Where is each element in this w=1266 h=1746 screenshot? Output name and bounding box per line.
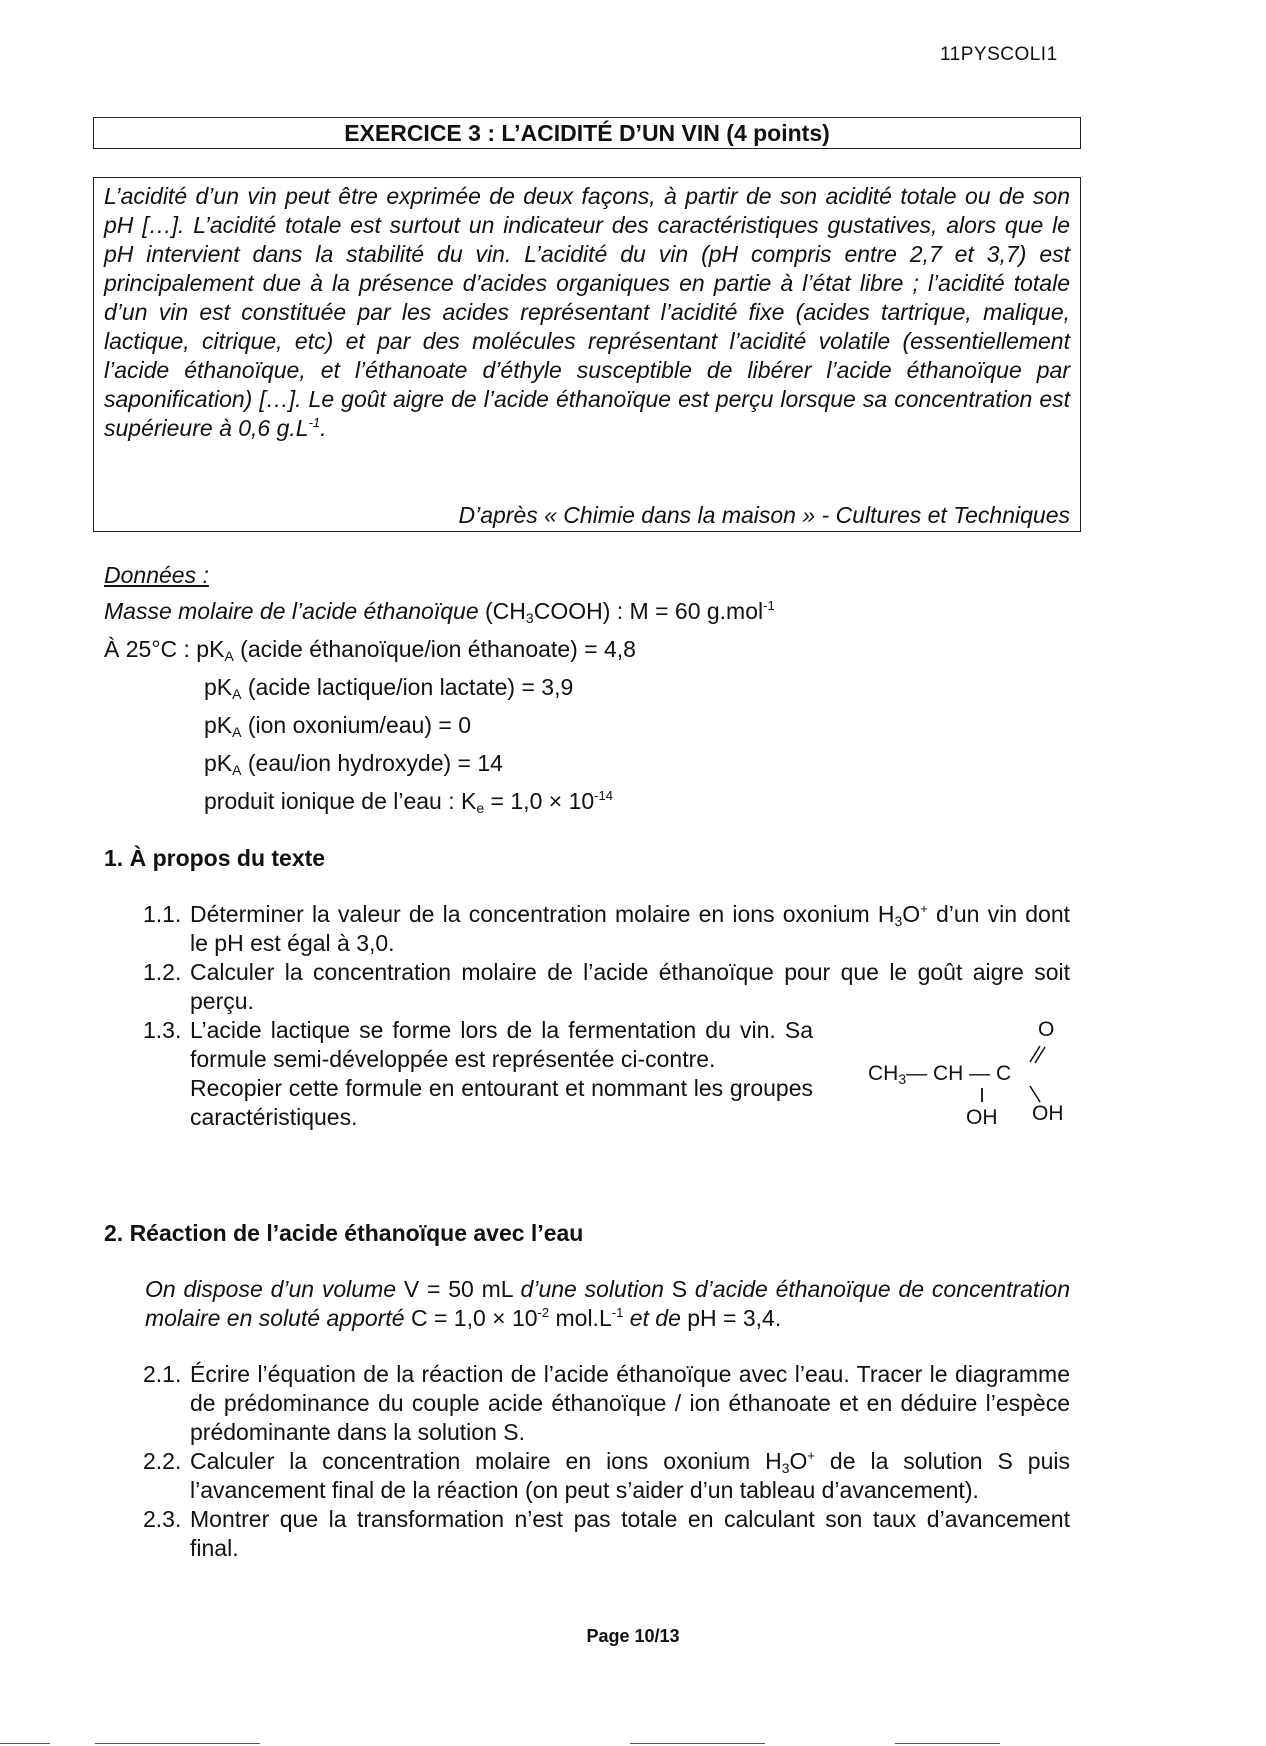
section1-title: 1. À propos du texte	[104, 845, 326, 871]
scan-edge-line	[895, 1743, 1000, 1744]
document-code: 11PYSCOLI1	[940, 44, 1058, 65]
question-2-1: 2.1. Écrire l’équation de la réaction de l’acide éthanoïque avec l’eau. Tracer le diagramme de prédominance du couple acide éthanoïque / ion éthanoate et en déduire l’espèce prédominante dans la solution S.	[143, 1361, 1070, 1445]
pka-lactic-line: $pK_A$ (acide lactique/ion lactate) = 3,9	[204, 674, 574, 702]
data-heading: Données :	[104, 562, 209, 588]
question-1-3: 1.3. L’acide lactique se forme lors de la fermentation du vin. Sa formule semi-développée est représentée ci-contre. Recopier cette formule en entourant et nommant les groupes caractéristiques.	[143, 1017, 813, 1130]
section2-intro: On dispose d’un volume V = 50 mL d’une solution S d’acide éthanoïque de concentration molaire en soluté apporté $C = 1,0 \times 10^{-2}$ $mol.L^{-1}$ et de pH = 3,4.	[145, 1276, 1070, 1331]
quote-source: D’après « Chimie dans la maison » - Cultures et Techniques	[458, 502, 1070, 528]
formula-oh-alcohol: OH	[966, 1106, 998, 1129]
question-1-2: 1.2. Calculer la concentration molaire de l’acide éthanoïque pour que le goût aigre soit perçu.	[143, 959, 1070, 1014]
question-1-1: 1.1. Déterminer la valeur de la concentration molaire en ions oxonium $H_3O^+$ d’un vin dont le pH est égal à 3,0.	[143, 901, 1070, 956]
quote-text: L’acidité d’un vin peut être exprimée de deux façons, à partir de son acidité totale ou de son pH […]. L’acidité totale est surtout un indicateur des caractéristiques gustatives, alors que le pH intervient dans la stabilité du vin. L’acidité du vin (pH compris entre 2,7 et 3,7) est principalement due à la présence d’acides organiques en partie à l’état libre ; l’acidité totale d’un vin est constituée par les acides représentant l’acidité fixe (acides tartrique, malique, lactique, citrique, etc) et par des molécules représentant l’acidité volatile (essentiellement l’acide éthanoïque, et l’éthanoate d’éthyle susceptible de libérer l’acide éthanoïque par saponification) […]. Le goût aigre de l’acide éthanoïque est perçu lorsque sa concentration est supérieure à 0,6 $g.L^{-1}$.	[104, 183, 1070, 441]
pka-oxonium-line: $pK_A$ (ion oxonium/eau) = 0	[204, 712, 471, 740]
question-2-3: 2.3. Montrer que la transformation n’est pas totale en calculant son taux d’avancement final.	[143, 1506, 1070, 1561]
exercise-title: EXERCICE 3 : L’ACIDITÉ D’UN VIN (4 points)	[93, 117, 1081, 149]
scan-edge-line	[630, 1743, 765, 1744]
formula-oh-acid: OH	[1032, 1102, 1064, 1125]
formula-oxygen-top: O	[1038, 1018, 1055, 1041]
page-number: Page 10/13	[586, 1626, 680, 1646]
pka-ethanoic-line: À 25°C : $pK_A$ (acide éthanoïque/ion éthanoate) = 4,8	[104, 636, 636, 664]
formula-main-chain: $CH_3—$ CH — C	[868, 1062, 1012, 1087]
pka-water-line: $pK_A$ (eau/ion hydroxyde) = 14	[204, 750, 503, 778]
scan-edge-line	[0, 1743, 50, 1744]
quote-box	[93, 177, 1081, 532]
ke-line: produit ionique de l’eau : $K_e = 1,0 \times 10^{-14}$	[204, 788, 613, 816]
section2-title: 2. Réaction de l’acide éthanoïque avec l’eau	[104, 1220, 584, 1246]
scan-edge-line	[95, 1743, 260, 1744]
lactic-acid-formula	[868, 1000, 1068, 1140]
question-2-2: 2.2. Calculer la concentration molaire en ions oxonium $H_3O^+$ de la solution S puis l’avancement final de la réaction (on peut s’aider d’un tableau d’avancement).	[143, 1448, 1070, 1503]
molar-mass-line: Masse molaire de l’acide éthanoïque $(CH_3COOH)$ : M = 60 g.mol$^{-1}$	[104, 598, 775, 626]
